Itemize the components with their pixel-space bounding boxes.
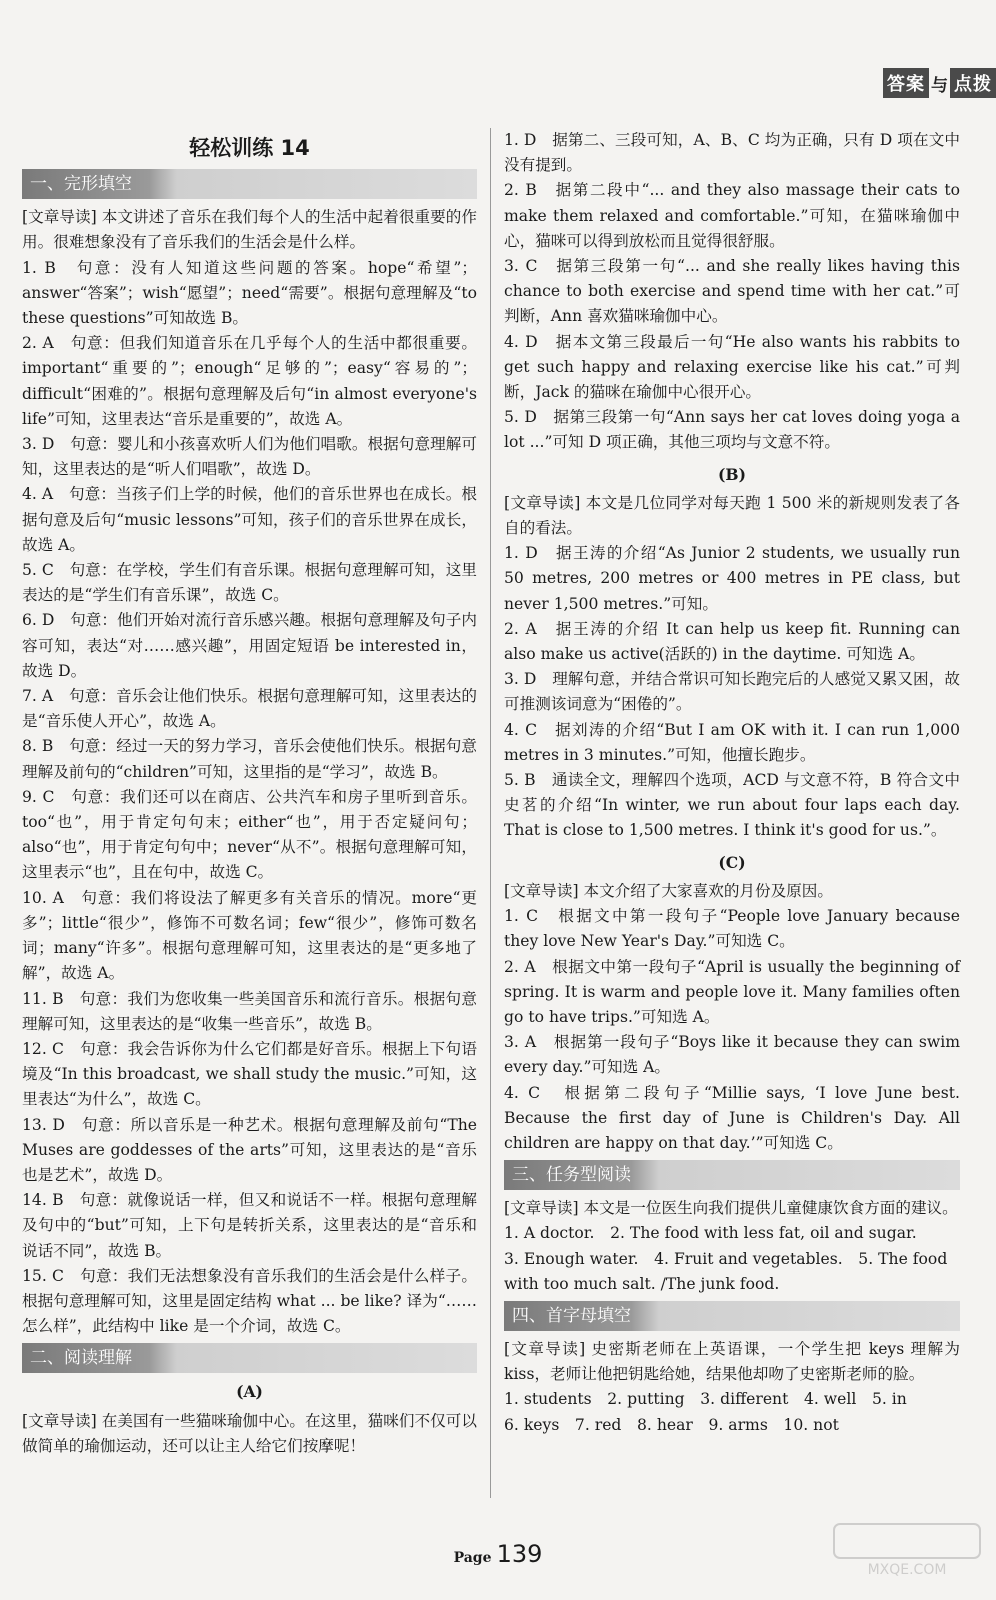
subsection-b-label: (B)	[718, 464, 746, 484]
page-label: Page	[453, 1550, 492, 1566]
list-item: 3. A 根据第一段句子“Boys like it because they can swim every day.”可知选 A。	[504, 1033, 960, 1077]
list-item: 2. A 根据文中第一段句子“April is usually the beginning of spring. It is warm and people love it. Many families often go to have trips.”可知选 A。	[504, 957, 960, 1026]
subsection-a-label: (A)	[236, 1382, 263, 1402]
list-item: 1. D 据第二、三段可知，A、B、C 均为正确，只有 D 项在文中没有提到。	[504, 131, 960, 175]
watermark-text: MXQE.COM	[867, 1562, 947, 1578]
list-item: 2. A 句意：但我们知道音乐在几乎每个人的生活中都很重要。important“重要的”；enough“足够的”；easy“容易的”；difficult“困难的”。根据句意理解及后句“in almost everyone's life”可知，这里表达“音乐是重要的”，故选 A。	[22, 334, 477, 428]
list-item: 5. C 句意：在学校，学生们有音乐课。根据句意理解可知，这里表达的是“学生们有音乐课”，故选 C。	[22, 561, 477, 605]
list-item: 2. A 据王涛的介绍 It can help us keep fit. Running can also make us active(活跃的) in the daytime. 可知选 A。	[504, 619, 960, 664]
list-item: 4. D 据本文第三段最后一句“He also wants his rabbits to get such happy and relaxing exercise like his cat.”可判断，Jack 的猫咪在瑜伽中心很开心。	[504, 332, 960, 402]
list-item: 5. D 据第三段第一句“Ann says her cat loves doing yoga a lot ...”可知 D 项正确，其他三项均与文意不符。	[504, 408, 960, 452]
answer-line: 6. keys 7. red 8. hear 9. arms 10. not	[504, 1415, 839, 1434]
task-reading-guide: [文章导读] 本文是一位医生向我们提供儿童健康饮食方面的建议。	[504, 1199, 958, 1218]
list-item: 12. C 句意：我会告诉你为什么它们都是好音乐。根据上下句语境及“In this broadcast, we shall study the music.”可知，这里表达“为什么”，故选 C。	[22, 1039, 477, 1109]
list-item: 3. C 据第三段第一句“... and she really likes having this chance to both exercise and spend time with her cat.”可判断，Ann 喜欢猫咪瑜伽中心。	[504, 257, 960, 326]
list-item: 14. B 句意：就像说话一样，但又和说话不一样。根据句意理解及句中的“but”可知，上下句是转折关系，这里表达的是“音乐和说话不同”，故选 B。	[22, 1191, 477, 1260]
answer-line: 1. A doctor. 2. The food with less fat, oil and sugar.	[504, 1224, 917, 1243]
list-item: 3. D 句意：婴儿和小孩喜欢听人们为他们唱歌。根据句意理解可知，这里表达的是“听人们唱歌”，故选 D。	[22, 435, 477, 479]
reading-a-guide: [文章导读] 在美国有一些猫咪瑜伽中心。在这里，猫咪们不仅可以做简单的瑜伽运动，还可以让主人给它们按摩呢！	[22, 1411, 477, 1455]
list-item: 5. B 通读全文，理解四个选项，ACD 与文意不符，B 符合文中史茗的介绍“In winter, we run about four laps each day. That is close to 1,500 metres. I think it's good for us.”。	[504, 771, 960, 840]
watermark-logo-icon	[832, 1520, 982, 1580]
column-divider	[490, 128, 491, 1498]
reading-b-guide: [文章导读] 本文是几位同学对每天跑 1 500 米的新规则发表了各自的看法。	[504, 493, 960, 538]
list-item: 7. A 句意：音乐会让他们快乐。根据句意理解可知，这里表达的是“音乐使人开心”，故选 A。	[22, 687, 477, 731]
header-tag	[883, 68, 996, 98]
list-item: 11. B 句意：我们为您收集一些美国音乐和流行音乐。根据句意理解可知，这里表达的是“收集一些音乐”，故选 B。	[22, 989, 477, 1033]
page-title: 轻松训练 14	[189, 136, 310, 160]
reading-c-guide: [文章导读] 本文介绍了大家喜欢的月份及原因。	[504, 881, 833, 900]
header-tag-and: 与	[931, 75, 948, 96]
list-item: 3. D 理解句意，并结合常识可知长跑完后的人感觉又累又困，故可推测该词意为“困倦的”。	[504, 670, 960, 714]
initial-letter-guide: [文章导读] 史密斯老师在上英语课，一个学生把 keys 理解为 kiss，老师让他把钥匙给她，结果他却吻了史密斯老师的脸。	[504, 1339, 960, 1384]
section-task-reading-header: 三、任务型阅读	[504, 1160, 960, 1190]
header-tag-answer: 答案	[883, 68, 929, 98]
subsection-c-label: (C)	[718, 852, 746, 872]
section-reading-header: 二、阅读理解	[22, 1343, 477, 1373]
list-item: 1. D 据王涛的介绍“As Junior 2 students, we usually run 50 metres, 200 metres or 400 metres in PE class, but never 1,500 metres.”可知。	[504, 544, 960, 613]
list-item: 4. A 句意：当孩子们上学的时候，他们的音乐世界也在成长。根据句意及后句“music lessons”可知，孩子们的音乐世界在成长，故选 A。	[22, 485, 477, 554]
answer-line: 3. Enough water. 4. Fruit and vegetables. 5. The food with too much salt. /The junk food.	[504, 1249, 948, 1293]
section-initial-letter-header: 四、首字母填空	[504, 1301, 960, 1331]
list-item: 9. C 句意：我们还可以在商店、公共汽车和房子里听到音乐。too“也”，用于肯定句句末；either“也”，用于否定疑问句；also“也”，用于肯定句句中；never“从不”。根据句意理解可知，这里表示“也”，且在句中，故选 C。	[22, 787, 477, 882]
list-item: 4. C 据刘涛的介绍“But I am OK with it. I can run 1,000 metres in 3 minutes.”可知，他擅长跑步。	[504, 720, 960, 764]
page-number: 139	[496, 1540, 543, 1568]
list-item: 13. D 句意：所以音乐是一种艺术。根据句意理解及前句“The Muses are goddesses of the arts”可知，这里表达的是“音乐也是艺术”，故选 D。	[22, 1115, 477, 1184]
list-item: 1. C 根据文中第一段句子“People love January because they love New Year's Day.”可知选 C。	[504, 907, 960, 951]
section-cloze-header: 一、完形填空	[22, 169, 477, 199]
list-item: 8. B 句意：经过一天的努力学习，音乐会使他们快乐。根据句意理解及前句的“children”可知，这里指的是“学习”，故选 B。	[22, 737, 477, 781]
list-item: 15. C 句意：我们无法想象没有音乐我们的生活会是什么样子。根据句意理解可知，这里是固定结构 what ... be like? 译为“……怎么样”，此结构中 like 是一个介词，故选 C。	[22, 1266, 477, 1336]
list-item: 1. B 句意：没有人知道这些问题的答案。hope“希望”；answer“答案”；wish“愿望”；need“需要”。根据句意理解及“to these questions”可知故选 B。	[22, 258, 477, 328]
left-column	[22, 132, 477, 1459]
answer-line: 1. students 2. putting 3. different 4. well 5. in	[504, 1390, 907, 1409]
list-item: 10. A 句意：我们将设法了解更多有关音乐的情况。more“更多”；little“很少”，修饰不可数名词；few“很少”，修饰可数名词；many“许多”。根据句意理解可知，这里表达的是“更多地了解”，故选 A。	[22, 888, 477, 983]
list-item: 2. B 据第二段中“... and they also massage their cats to make them relaxed and comfortable.”可知，在猫咪瑜伽中心，猫咪可以得到放松而且觉得很舒服。	[504, 181, 960, 250]
list-item: 4. C 根据第二段句子“Millie says, ‘I love June best. Because the first day of June is Children's Day. All children are happy on that day.’”可知选 C。	[504, 1083, 960, 1152]
header-tag-tips: 点拨	[950, 68, 996, 98]
list-item: 6. D 句意：他们开始对流行音乐感兴趣。根据句意理解及句子内容可知，表达“对……感兴趣”，用固定短语 be interested in，故选 D。	[22, 611, 477, 680]
right-column	[504, 128, 960, 1438]
cloze-guide: [文章导读] 本文讲述了音乐在我们每个人的生活中起着很重要的作用。很难想象没有了音乐我们的生活会是什么样。	[22, 208, 477, 252]
